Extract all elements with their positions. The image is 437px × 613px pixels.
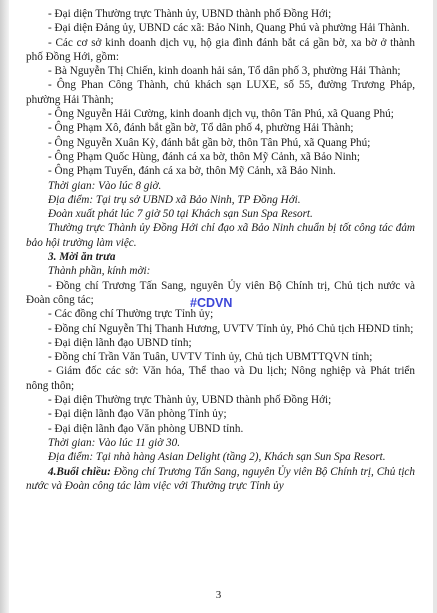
attendee-line: - Đại diện lãnh đạo UBND tỉnh; — [48, 336, 192, 349]
attendee-line: - Giám đốc các sở: Văn hóa, Thể thao và Du lịch; Nông nghiệp và Phát triển nông thôn; — [26, 365, 415, 392]
attendee-line: - Đại diện lãnh đạo Văn phòng UBND tỉnh. — [48, 422, 244, 435]
instruction-line: Thường trực Thành ủy Đồng Hới chỉ đạo xã Bảo Ninh chuẩn bị tốt công tác đảm bảo hội trường làm việc. — [26, 222, 415, 249]
attendee-line: - Ông Nguyễn Hải Cường, kinh doanh dịch vụ, thôn Tân Phú, xã Quang Phú; — [48, 108, 394, 121]
location-line: Địa điểm: Tại nhà hàng Asian Delight (tầng 2), Khách sạn Sun Spa Resort. — [48, 451, 386, 464]
time-line: Thời gian: Vào lúc 11 giờ 30. — [48, 436, 180, 449]
attendee-line: - Đại diện Thường trực Thành ủy, UBND thành phố Đồng Hới; — [48, 394, 332, 407]
attendee-line: - Đại diện Đảng ủy, UBND các xã: Bảo Ninh, Quang Phú và phường Hải Thành. — [48, 22, 410, 35]
time-line: Thời gian: Vào lúc 8 giờ. — [48, 179, 162, 192]
attendee-line: - Các đồng chí Thường trực Tỉnh ủy; — [48, 308, 214, 321]
page-number: 3 — [215, 589, 222, 601]
attendee-line: - Đồng chí Nguyễn Thị Thanh Hương, UVTV Tỉnh ủy, Phó Chủ tịch HĐND tỉnh; — [48, 322, 414, 335]
attendee-line: - Đồng chí Trần Văn Tuân, UVTV Tỉnh ủy, Chủ tịch UBMTTQVN tỉnh; — [48, 351, 373, 364]
watermark: #CDVN — [190, 296, 233, 310]
attendee-line: - Ông Nguyễn Xuân Kỳ, đánh bắt gần bờ, thôn Tân Phú, xã Quang Phú; — [48, 136, 371, 149]
attendee-line: - Các cơ sở kinh doanh dịch vụ, hộ gia đình đánh bắt cá gần bờ, xa bờ ở thành phố Đồng Hới, gồm: — [26, 36, 415, 63]
attendee-line: - Bà Nguyễn Thị Chiến, kinh doanh hải sản, Tổ dân phố 3, phường Hải Thành; — [48, 65, 401, 78]
afternoon-paragraph — [26, 465, 415, 494]
attendee-line: - Đại diện lãnh đạo Văn phòng Tỉnh ủy; — [48, 408, 227, 421]
attendee-line: - Ông Phạm Tuyến, đánh cá xa bờ, thôn Mỹ Cảnh, xã Bảo Ninh. — [48, 165, 336, 178]
attendees-heading: Thành phần, kính mời: — [48, 265, 151, 278]
departure-line: Đoàn xuất phát lúc 7 giờ 50 tại Khách sạn Sun Spa Resort. — [48, 208, 313, 221]
afternoon-label: 4.Buổi chiều: — [48, 465, 111, 478]
attendee-line: - Ông Phan Công Thành, chủ khách sạn LUXE, số 55, đường Trương Pháp, phường Hải Thành; — [26, 79, 415, 106]
location-line: Địa điểm: Tại trụ sở UBND xã Bảo Ninh, TP Đồng Hới. — [48, 193, 301, 206]
attendee-line: - Ông Phạm Xô, đánh bắt gần bờ, Tổ dân phố 4, phường Hải Thành; — [48, 122, 354, 135]
attendee-line: - Đồng chí Trương Tấn Sang, nguyên Ủy viên Bộ Chính trị, Chủ tịch nước và Đoàn công tác; — [26, 279, 415, 306]
afternoon-text: Đồng chí Trương Tấn Sang, nguyên Ủy viên Bộ Chính trị, Chủ tịch nước và Đoàn công tác làm việc với Thường trực Tỉnh ủy — [26, 465, 415, 492]
section-heading: 3. Mời ăn trưa — [48, 251, 116, 264]
attendee-line: - Ông Phạm Quốc Hùng, đánh cá xa bờ, thôn Mỹ Cảnh, xã Bảo Ninh; — [48, 150, 360, 163]
attendee-line: - Đại diện Thường trực Thành ủy, UBND thành phố Đồng Hới; — [48, 8, 332, 20]
